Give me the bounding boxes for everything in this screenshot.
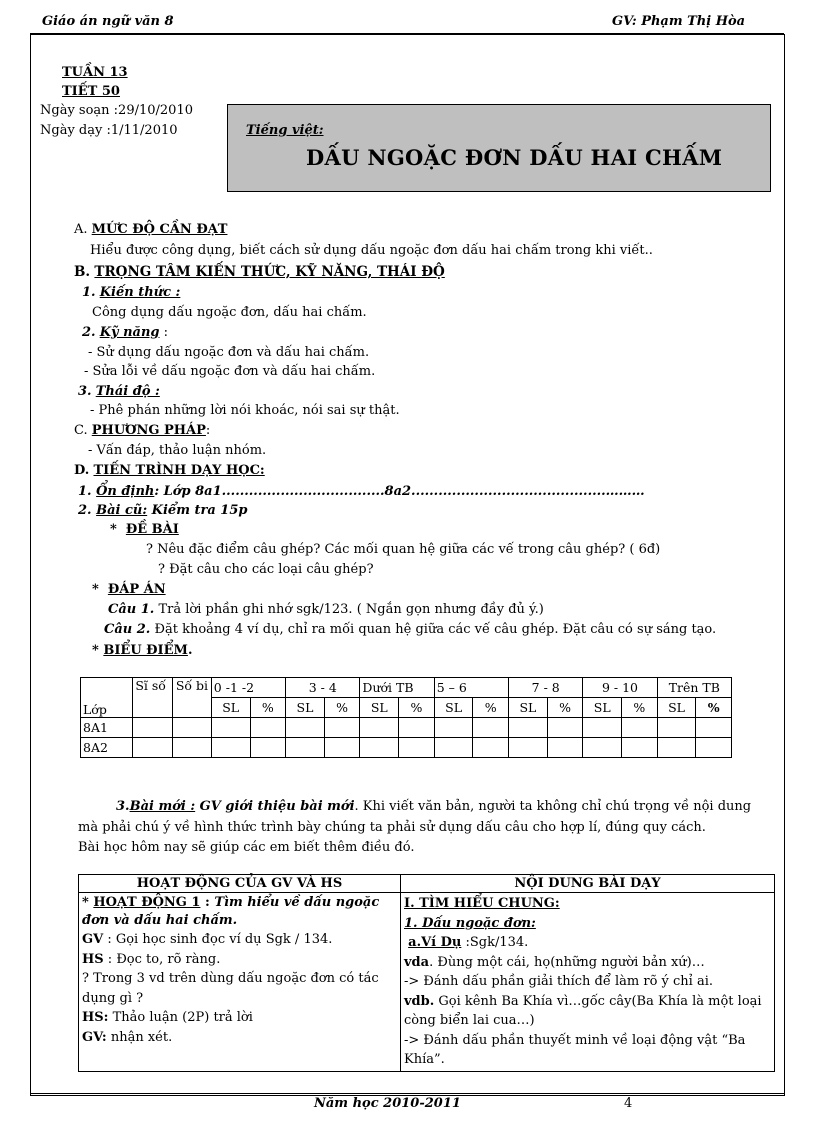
band-2: Dưới TB [360, 678, 434, 698]
step-1-label: Ổn định [96, 484, 155, 499]
attitude-title: Thái độ : [95, 384, 160, 399]
sl-cell: SL [211, 698, 250, 718]
section-a-heading [74, 222, 227, 237]
de-bai-title: ĐỀ BÀI [125, 522, 179, 537]
content-sub: 1. Dấu ngoặc đơn: [404, 915, 536, 931]
vda-text: . Đùng một cái, họ(những người bản xứ)… [429, 954, 705, 970]
section-c-title: PHƯƠNG PHÁP [91, 423, 206, 438]
new-lesson-label: Bài mới : [129, 799, 196, 814]
section-d-prefix: D. [74, 463, 90, 478]
subject-label: Tiếng việt: [246, 123, 324, 138]
row-class: 8A1 [81, 718, 133, 738]
content-vda [404, 953, 771, 973]
col-sobi: Số bi [173, 678, 212, 718]
activity-text-5: nhận xét. [106, 1029, 173, 1045]
table-row [81, 718, 732, 738]
section-a-title: MỨC ĐỘ CẦN ĐẠT [91, 222, 228, 237]
who-label: HS: [82, 1010, 109, 1025]
who-label: GV: [82, 1029, 107, 1045]
step-2-label: Bài cũ: [96, 503, 148, 518]
activity-text-2: : Đọc to, rõ ràng. [103, 951, 221, 967]
band-1: 3 - 4 [286, 678, 360, 698]
date-taught: Ngày dạy :1/11/2010 [40, 123, 178, 138]
sl-cell: SL [583, 698, 622, 718]
section-d-title: TIẾN TRÌNH DẠY HỌC: [93, 463, 265, 478]
dap-an-star: * [92, 582, 99, 597]
attitude-num: 3. [78, 384, 92, 399]
content-vdb-note: -> Đánh dấu phần thuyết minh về loại động vật “Ba Khía”. [404, 1032, 746, 1067]
step-1 [78, 484, 645, 499]
step-1-num: 1. [78, 484, 92, 499]
activity-text-4: Thảo luận (2P) trả lời [108, 1010, 253, 1025]
skills-item-1: - Sử dụng dấu ngoặc đơn và dấu hai chấm. [88, 345, 370, 360]
new-lesson-line-1 [116, 799, 751, 814]
activity-text-1: : Gọi học sinh đọc ví dụ Sgk / 134. [103, 932, 333, 947]
band-0: 0 -1 -2 [211, 678, 285, 698]
step-1-rest: : Lớp 8a1....................................8a2...........................................……… [154, 484, 645, 499]
content-heading: I. TÌM HIỂU CHUNG: [404, 896, 560, 911]
new-lesson-line-3: Bài học hôm nay sẽ giúp các em biết thêm điều đó. [78, 840, 415, 855]
pct-cell: % [250, 698, 286, 718]
de-bai-heading [110, 522, 179, 537]
who-label: HS [82, 951, 104, 967]
attitude-text: - Phê phán những lời nói khoác, nói sai sự thật. [90, 403, 400, 418]
activity-colon: : [200, 895, 215, 910]
sl-cell: SL [509, 698, 548, 718]
bieu-diem-dot: . [187, 643, 193, 658]
step-2-rest: Kiểm tra 15p [147, 503, 248, 518]
knowledge-text: Công dụng dấu ngoặc đơn, dấu hai chấm. [92, 305, 367, 320]
section-b-heading [74, 264, 445, 280]
period-label: TIẾT 50 [62, 84, 120, 99]
step-2-num: 2. [78, 503, 92, 518]
vd-label: a.Ví Dụ [408, 935, 462, 950]
answer-1 [108, 602, 544, 617]
sl-cell: SL [657, 698, 696, 718]
activity-line-5 [82, 1028, 397, 1048]
sl-cell: SL [360, 698, 399, 718]
attitude-heading [78, 384, 160, 399]
band-4: 7 - 8 [509, 678, 583, 698]
activity-line-2 [82, 950, 397, 970]
who-label: GV [82, 932, 104, 947]
section-c-prefix: C. [74, 423, 88, 438]
activity-table [78, 874, 775, 1072]
band-6: Trên TB [657, 678, 731, 698]
bieu-diem-heading [92, 643, 192, 658]
pct-cell: % [324, 698, 360, 718]
skills-suffix: : [163, 325, 169, 340]
step-2 [78, 503, 247, 518]
table-row [81, 738, 732, 758]
skills-num: 2. [82, 325, 96, 340]
activity-label: HOẠT ĐỘNG 1 [93, 895, 201, 910]
footer-year: Năm học 2010-2011 [314, 1096, 461, 1111]
pct-cell: % [399, 698, 435, 718]
knowledge-heading [82, 285, 180, 300]
band-3: 5 – 6 [434, 678, 508, 698]
pct-cell: % [547, 698, 583, 718]
dap-an-title: ĐÁP ÁN [107, 582, 166, 597]
header-left: Giáo án ngữ văn 8 [42, 14, 174, 29]
content-vda-note: -> Đánh dấu phần giải thích để làm rõ ý chỉ ai. [404, 974, 714, 989]
activity-line-4 [82, 1008, 397, 1028]
skills-item-2: - Sửa lỗi về dấu ngoặc đơn và dấu hai chấm. [84, 364, 376, 379]
section-c-text: - Vấn đáp, thảo luận nhóm. [88, 443, 267, 458]
activity-star: * [82, 895, 94, 910]
knowledge-num: 1. [82, 285, 96, 300]
lesson-title: DẤU NGOẶC ĐƠN DẤU HAI CHẤM [306, 145, 723, 170]
new-lesson-num: 3. [116, 799, 130, 814]
pct-cell: % [622, 698, 658, 718]
pct-cell: % [696, 698, 732, 718]
pct-cell: % [473, 698, 509, 718]
section-a-prefix: A. [74, 222, 88, 237]
knowledge-title: Kiến thức : [99, 285, 181, 300]
answer-2 [104, 622, 716, 637]
answer-2-label: Câu 2. [104, 622, 151, 637]
new-lesson-text-1: . Khi viết văn bản, người ta không chỉ chú trọng về nội dung [354, 799, 752, 814]
col-lop: Lớp [81, 678, 133, 718]
dap-an-heading [92, 582, 166, 597]
activity-line-3: ? Trong 3 vd trên dùng dấu ngoặc đơn có tác dụng gì ? [82, 971, 379, 1006]
band-5: 9 - 10 [583, 678, 657, 698]
section-c-heading [74, 423, 210, 438]
header-right: GV: Phạm Thị Hòa [612, 14, 746, 29]
de-bai-star: * [110, 522, 117, 537]
page-number: 4 [624, 1096, 633, 1111]
skills-title: Kỹ năng [99, 325, 160, 340]
vda-label: vda [404, 954, 430, 970]
row-class: 8A2 [81, 738, 133, 758]
new-lesson-line-2: mà phải chú ý về hình thức trình bày chúng ta phải sử dụng dấu câu cho hợp lí, đúng quy cách. [78, 820, 706, 835]
section-d-heading [74, 463, 265, 478]
title-box [227, 104, 771, 192]
bieu-diem-star: * [92, 643, 99, 658]
grade-table [80, 677, 732, 758]
skills-heading [82, 325, 168, 340]
content-vd [404, 933, 771, 953]
vdb-text: Gọi kênh Ba Khía vì…gốc cây(Ba Khía là một loại còng biển lai cua…) [404, 993, 762, 1028]
content-vdb [404, 992, 771, 1031]
section-b-title: TRỌNG TÂM KIẾN THỨC, KỸ NĂNG, THÁI ĐỘ [94, 264, 445, 280]
sl-cell: SL [286, 698, 325, 718]
section-b-prefix: B. [74, 264, 91, 280]
activity-line-1 [82, 930, 397, 950]
footer-rule [30, 1093, 784, 1094]
new-lesson-intro: GV giới thiệu bài mới [195, 799, 355, 814]
activity-cell [79, 893, 401, 1072]
vd-text: :Sgk/134. [461, 935, 529, 950]
grade-header-row [81, 678, 732, 698]
bieu-diem-title: BIỂU ĐIỂM [103, 643, 188, 658]
answer-1-text: Trả lời phần ghi nhớ sgk/123. ( Ngắn gọn nhưng đầy đủ ý.) [158, 602, 544, 617]
section-a-text: Hiểu được công dụng, biết cách sử dụng dấu ngoặc đơn dấu hai chấm trong khi viết.. [90, 243, 653, 258]
activity-1-heading: * HOẠT ĐỘNG 1 : Tìm hiểu về dấu ngoặc đơn và dấu hai chấm. [82, 895, 380, 928]
activity-title: Tìm hiểu về dấu ngoặc đơn và dấu hai chấm [82, 895, 380, 928]
content-cell [401, 893, 775, 1072]
question-2: ? Đặt câu cho các loại câu ghép? [158, 562, 374, 577]
col-activity-header: HOẠT ĐỘNG CỦA GV VÀ HS [79, 875, 401, 893]
col-content-header: NỘI DUNG BÀI DẠY [401, 875, 775, 893]
answer-2-text: Đặt khoảng 4 ví dụ, chỉ ra mối quan hệ giữa các vế câu ghép. Đặt câu có sự sáng tạo. [154, 622, 717, 637]
answer-1-label: Câu 1. [108, 602, 155, 617]
week-label: TUẦN 13 [62, 65, 128, 80]
sl-cell: SL [434, 698, 473, 718]
question-1: ? Nêu đặc điểm câu ghép? Các mối quan hệ giữa các vế trong câu ghép? ( 6đ) [146, 542, 661, 557]
date-prepared: Ngày soạn :29/10/2010 [40, 103, 193, 118]
vdb-label: vdb. [404, 993, 435, 1009]
section-c-suffix: : [205, 423, 211, 438]
col-siso: Sĩ số [133, 678, 173, 718]
